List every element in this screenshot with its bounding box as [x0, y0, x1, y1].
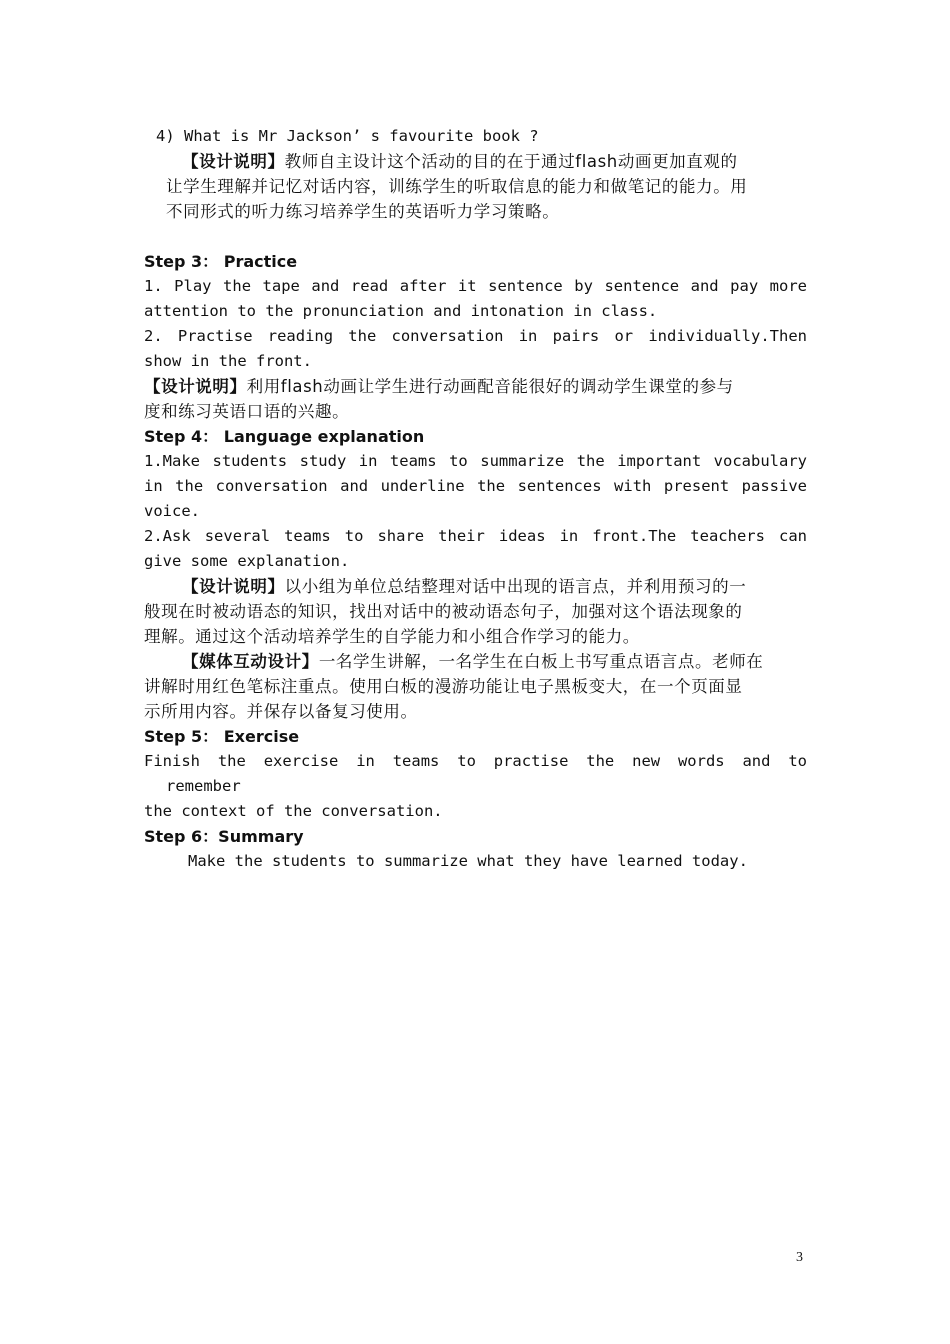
step-4-item-1-line3: voice. [144, 502, 200, 520]
step-6-line1: Make the students to summarize what they have learned today. [188, 852, 748, 870]
design-note-label: 【设计说明】 [182, 577, 285, 596]
step-4-media-note: 【媒体互动设计】一名学生讲解，一名学生在白板上书写重点语言点。老师在 [182, 652, 764, 671]
step-6-heading: Step 6：Summary [144, 827, 304, 846]
step-4-item-1: 1.Make students study in teams to summarize the important vocabulary [144, 452, 807, 470]
step-5-line3: the context of the conversation. [144, 802, 443, 820]
step-4-design-note-line2: 般现在时被动语态的知识，找出对话中的被动语态句子，加强对这个语法现象的 [144, 602, 743, 621]
question-4: 4) What is Mr Jackson’ s favourite book ? [156, 127, 539, 145]
step-4-design-note: 【设计说明】以小组为单位总结整理对话中出现的语言点，并利用预习的一 [182, 577, 747, 596]
design-note-label: 【设计说明】 [144, 377, 247, 396]
step-3-design-note: 【设计说明】利用flash动画让学生进行动画配音能很好的调动学生课堂的参与 [144, 377, 734, 396]
step-4-item-2: 2.Ask several teams to share their ideas in front.The teachers can [144, 527, 807, 545]
step-3-item-2: 2. Practise reading the conversation in pairs or individually.Then [144, 327, 807, 345]
step-4-media-note-line2: 讲解时用红色笔标注重点。使用白板的漫游功能让电子黑板变大，在一个页面显 [144, 677, 743, 696]
step-3-item-2-line2: show in the front. [144, 352, 312, 370]
step-3-heading: Step 3： Practice [144, 252, 298, 271]
design-note-1-line2: 让学生理解并记忆对话内容，训练学生的听取信息的能力和做笔记的能力。用 [166, 177, 748, 196]
media-note-label: 【媒体互动设计】 [182, 652, 319, 671]
design-note-1: 【设计说明】教师自主设计这个活动的目的在于通过flash动画更加直观的 [182, 152, 738, 171]
page-number: 3 [796, 1250, 803, 1265]
step-4-heading: Step 4： Language explanation [144, 427, 425, 446]
step-5-heading: Step 5： Exercise [144, 727, 300, 746]
step-4-media-note-line3: 示所用内容。并保存以备复习使用。 [144, 702, 418, 721]
step-5-line1: Finish the exercise in teams to practise the new words and to [144, 752, 807, 770]
step-4-item-1-line2: in the conversation and underline the sentences with present passive [144, 477, 807, 495]
step-3-item-1: 1. Play the tape and read after it sentence by sentence and pay more [144, 277, 807, 295]
design-note-1-line3: 不同形式的听力练习培养学生的英语听力学习策略。 [166, 202, 560, 221]
step-4-design-note-line3: 理解。通过这个活动培养学生的自学能力和小组合作学习的能力。 [144, 627, 640, 646]
step-4-item-2-line2: give some explanation. [144, 552, 350, 570]
design-note-label: 【设计说明】 [182, 152, 285, 171]
step-3-design-note-line2: 度和练习英语口语的兴趣。 [144, 402, 350, 421]
step-5-line2: remember [166, 777, 241, 795]
step-3-item-1-line2: attention to the pronunciation and intonation in class. [144, 302, 658, 320]
document-body [144, 124, 807, 874]
